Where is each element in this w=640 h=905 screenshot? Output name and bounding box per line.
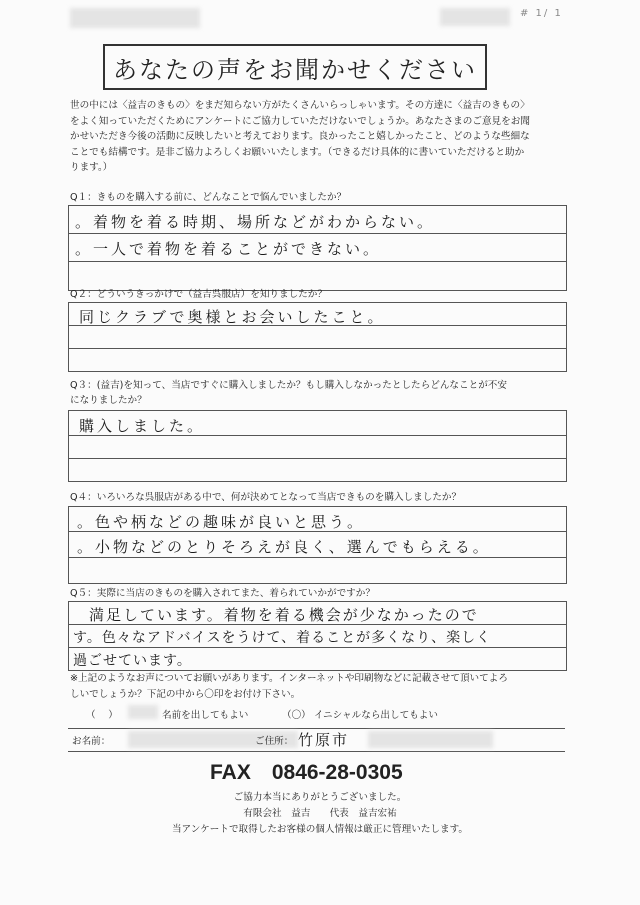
answer-1-line-1: 。着物を着る時期、場所などがわからない。 [75, 213, 436, 231]
address-label: ご住所： [255, 736, 294, 747]
intro-line: ことでも結構です。是非ご協力よろしくお願いいたします。（できるだけ具体的に書いていただけると助か [70, 146, 525, 158]
choice-initials-ok[interactable] [282, 707, 438, 721]
company-text: 有限会社 益吉 代表 益吉宏祐 [243, 808, 397, 819]
answer-3-line-1: 購入しました。 [79, 417, 206, 435]
permission-note [70, 671, 570, 702]
choice-name-ok[interactable] [86, 707, 118, 721]
answer-box-4[interactable] [68, 506, 567, 584]
question-3-label [70, 378, 565, 408]
fax-number: FAX 0846-28-0305 [210, 761, 403, 784]
choice-name-ok-mark: （ ） [86, 710, 118, 721]
address-value: 竹原市 [298, 731, 350, 749]
answer-1-line-2: 。一人で着物を着ることができない。 [75, 240, 382, 258]
note-line: しいでしょうか？下記の中から〇印をお付け下さい。 [70, 688, 301, 700]
question-3-label-line-2: になりましたか？ [70, 395, 147, 406]
question-3-label-line-1: Q３：(益吉)を知って、当店ですぐに購入しましたか？もし購入しなかったとしたらどんなことが不安 [70, 380, 507, 391]
question-5-label: Q５：実際に当店のきものを購入されてまた、着られていかがですか？ [70, 588, 375, 599]
thanks-text: ご協力本当にありがとうございました。 [233, 792, 407, 803]
intro-line: 世の中には〈益吉のきもの〉をまだ知らない方がたくさんいらっしゃいます。その方達に〈益吉のきもの〉 [70, 100, 530, 111]
answer-box-2[interactable] [68, 302, 567, 372]
page-number: # 1/ 1 [520, 8, 563, 19]
name-address-row [68, 728, 565, 752]
redacted-mark [128, 705, 158, 719]
redacted-header-right [440, 8, 510, 26]
answer-5-line-2: す。色々なアドバイスをうけて、着ることが多くなり、楽しく [73, 630, 492, 646]
page-title: あなたの声をお聞かせください [113, 55, 477, 84]
intro-line: ります。） [70, 162, 113, 174]
answer-box-5[interactable] [68, 601, 567, 671]
redacted-header-left [70, 8, 200, 28]
note-line: ※上記のようなお声についてお願いがあります。インターネットや印刷物などに記載させて頂いてよろ [70, 673, 508, 684]
intro-line: をよく知っていただくためにアンケートにご協力していただけないでしょうか。あなたさまのご意見をお聞 [70, 115, 530, 127]
privacy-text: 当アンケートで取得したお客様の個人情報は厳正に管理いたします。 [171, 824, 469, 835]
question-4-label: Q４：いろいろな呉服店がある中で、何が決めてとなって当店できものを購入しましたか？ [70, 492, 462, 503]
answer-4-line-1: 。色や柄などの趣味が良いと思う。 [77, 513, 366, 531]
intro-line: かせいただき今後の活動に反映したいと考えております。良かったこと嬉しかったこと、どのような些細な [70, 131, 530, 143]
name-label: お名前： [72, 736, 111, 747]
question-2-label: Q２：どういうきっかけで（益吉呉服店）を知りましたか？ [70, 289, 327, 300]
answer-2-line-1: 同じクラブで奥様とお会いしたこと。 [79, 308, 386, 326]
choice-initials-ok-mark: （〇） [282, 710, 311, 721]
answer-5-line-3: 過ごせています。 [73, 653, 192, 669]
question-1-label: Q１：きものを購入する前に、どんなことで悩んでいましたか？ [70, 192, 347, 203]
answer-4-line-2: 。小物などのとりそろえが良く、選んでもらえる。 [77, 538, 491, 556]
choice-name-ok-label: 名前を出してもよい [162, 710, 249, 721]
redacted-address [368, 731, 493, 748]
answer-5-line-1: 満足しています。着物を着る機会が少なかったので [89, 606, 479, 624]
answer-box-1[interactable] [68, 205, 567, 291]
intro-text [70, 98, 570, 176]
title-box [103, 44, 487, 90]
choice-initials-ok-label: イニシャルなら出してもよい [313, 710, 438, 721]
answer-box-3[interactable] [68, 410, 567, 482]
